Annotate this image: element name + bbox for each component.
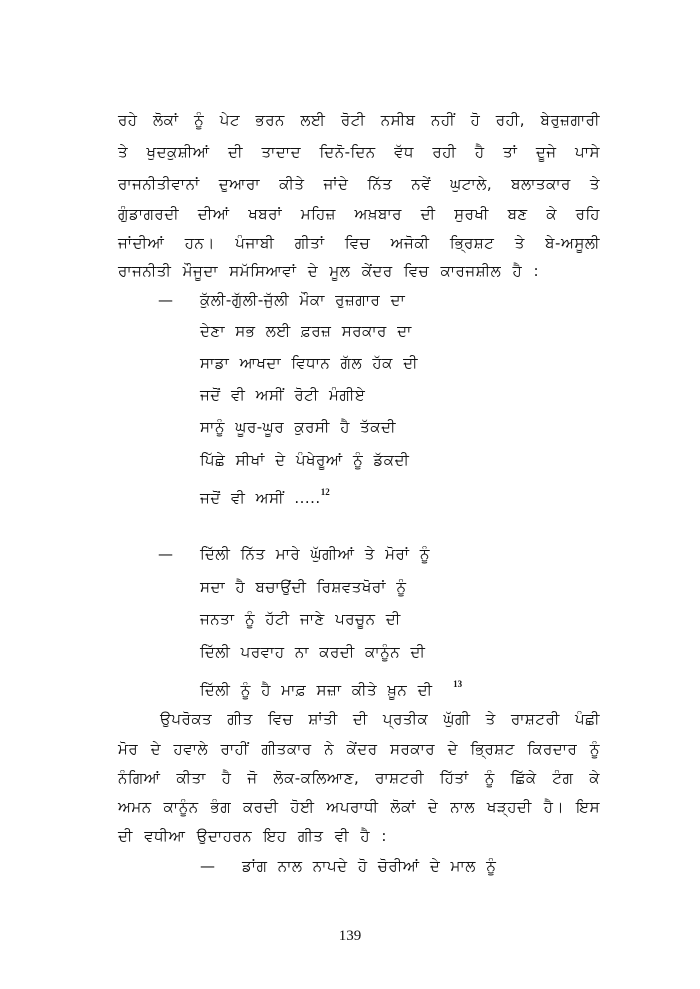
page-number: 139 — [338, 928, 362, 944]
verse-2-dash: — — [158, 545, 173, 563]
paragraph-2-line: ਦੀ ਵਧੀਆ ਉਦਾਹਰਨ ਇਹ ਗੀਤ ਵੀ ਹੈ : — [118, 827, 387, 845]
verse-2-line: ਸਦਾ ਹੈ ਬਚਾਉਂਦੀ ਰਿਸ਼ਵਤਖੋਰਾਂ ਨੂੰ — [200, 578, 407, 596]
paragraph-1-line: ਰਾਜਨੀਤੀਵਾਨਾਂ ਦੁਆਰਾ ਕੀਤੇ ਜਾਂਦੇ ਨਿੱਤ ਨਵੇਂ ਘੁਟਾਲੇ, ਬਲਾਤਕਾਰ ਤੇ — [118, 175, 600, 193]
paragraph-1-line: ਜਾਂਦੀਆਂ ਹਨ। ਪੰਜਾਬੀ ਗੀਤਾਂ ਵਿਚ ਅਜੋਕੀ ਭ੍ਰਿਸ਼ਟ ਤੇ ਬੇ-ਅਸੂਲੀ — [118, 234, 600, 252]
verse-2-last-text: ਦਿੱਲੀ ਨੂੰ ਹੈ ਮਾਫ਼ ਸਜ਼ਾ ਕੀਤੇ ਖ਼ੂਨ ਦੀ — [200, 681, 433, 699]
paragraph-2-line: ਮੋਰ ਦੇ ਹਵਾਲੇ ਰਾਹੀਂ ਗੀਤਕਾਰ ਨੇ ਕੇਂਦਰ ਸਰਕਾਰ ਦੇ ਭ੍ਰਿਸ਼ਟ ਕਿਰਦਾਰ ਨੂੰ — [118, 740, 600, 758]
paragraph-1-line: ਗੁੰਡਾਗਰਦੀ ਦੀਆਂ ਖਬਰਾਂ ਮਹਿਜ਼ ਅਖ਼ਬਾਰ ਦੀ ਸੁਰਖੀ ਬਣ ਕੇ ਰਹਿ — [118, 205, 600, 223]
verse-1-line: ਪਿੱਛੇ ਸੀਖਾਂ ਦੇ ਪੰਖੇਰੂਆਂ ਨੂੰ ਡੱਕਦੀ — [200, 451, 410, 469]
verse-1-line: ਸਾਡਾ ਆਖਦਾ ਵਿਧਾਨ ਗੱਲ ਹੱਕ ਦੀ — [200, 354, 419, 372]
paragraph-1-line: ਤੇ ਖੁਦਕੁਸ਼ੀਆਂ ਦੀ ਤਾਦਾਦ ਦਿਨੋ-ਦਿਨ ਵੱਧ ਰਹੀ ਹੈ ਤਾਂ ਦੂਜੇ ਪਾਸੇ — [118, 143, 600, 161]
footnote-ref-13[interactable]: 13 — [453, 679, 463, 689]
verse-3-line: ਡਾਂਗ ਨਾਲ ਨਾਪਦੇ ਹੋ ਚੋਰੀਆਂ ਦੇ ਮਾਲ ਨੂੰ — [242, 857, 497, 875]
footnote-ref-12[interactable]: 12 — [320, 487, 330, 497]
paragraph-1-line: ਰਾਜਨੀਤੀ ਮੌਜੂਦਾ ਸਮੱਸਿਆਵਾਂ ਦੇ ਮੂਲ ਕੇਂਦਰ ਵਿਚ ਕਾਰਜਸ਼ੀਲ ਹੈ : — [118, 262, 540, 280]
verse-1-line — [200, 482, 330, 508]
paragraph-2-line: ਅਮਨ ਕਾਨੂੰਨ ਭੰਗ ਕਰਦੀ ਹੋਈ ਅਪਰਾਧੀ ਲੋਕਾਂ ਦੇ ਨਾਲ ਖੜ੍ਹਦੀ ਹੈ। ਇਸ — [118, 798, 600, 816]
verse-2-line — [200, 674, 462, 700]
verse-1-last-text: ਜਦੋਂ ਵੀ ਅਸੀਂ ..... — [200, 489, 321, 507]
paragraph-1-line: ਰਹੇ ਲੋਕਾਂ ਨੂੰ ਪੇਟ ਭਰਨ ਲਈ ਰੋਟੀ ਨਸੀਬ ਨਹੀਂ ਹੋ ਰਹੀ, ਬੇਰੁਜ਼ਗਾਰੀ — [118, 111, 600, 129]
verse-2-line: ਦਿੱਲੀ ਪਰਵਾਹ ਨਾ ਕਰਦੀ ਕਾਨੂੰਨ ਦੀ — [200, 643, 426, 661]
verse-1-line: ਦੇਣਾ ਸਭ ਲਈ ਫ਼ਰਜ਼ ਸਰਕਾਰ ਦਾ — [200, 322, 412, 340]
verse-1-dash: — — [158, 291, 173, 309]
verse-1-line: ਜਦੋਂ ਵੀ ਅਸੀਂ ਰੋਟੀ ਮੰਗੀਏ — [200, 386, 366, 404]
verse-2-line: ਜਨਤਾ ਨੂੰ ਹੱਟੀ ਜਾਣੇ ਪਰਚੂਨ ਦੀ — [200, 610, 401, 628]
paragraph-2-line: ਉਪਰੋਕਤ ਗੀਤ ਵਿਚ ਸ਼ਾਂਤੀ ਦੀ ਪ੍ਰਤੀਕ ਘੁੱਗੀ ਤੇ ਰਾਸ਼ਟਰੀ ਪੰਛੀ — [160, 710, 600, 728]
verse-3-dash: — — [200, 857, 215, 875]
verse-1-line: ਸਾਨੂੰ ਘੂਰ-ਘੂਰ ਕੁਰਸੀ ਹੈ ਤੱਕਦੀ — [200, 418, 396, 436]
verse-1-line: ਕੁੱਲੀ-ਗੁੱਲੀ-ਜੁੱਲੀ ਮੌਕਾ ਰੁਜ਼ਗਾਰ ਦਾ — [200, 291, 406, 309]
verse-2-line: ਦਿੱਲੀ ਨਿੱਤ ਮਾਰੇ ਘੁੱਗੀਆਂ ਤੇ ਮੋਰਾਂ ਨੂੰ — [200, 545, 431, 563]
paragraph-2-line: ਨੰਗਿਆਂ ਕੀਤਾ ਹੈ ਜੋ ਲੋਕ-ਕਲਿਆਣ, ਰਾਸ਼ਟਰੀ ਹਿੱਤਾਂ ਨੂੰ ਛਿੱਕੇ ਟੰਗ ਕੇ — [118, 769, 600, 787]
